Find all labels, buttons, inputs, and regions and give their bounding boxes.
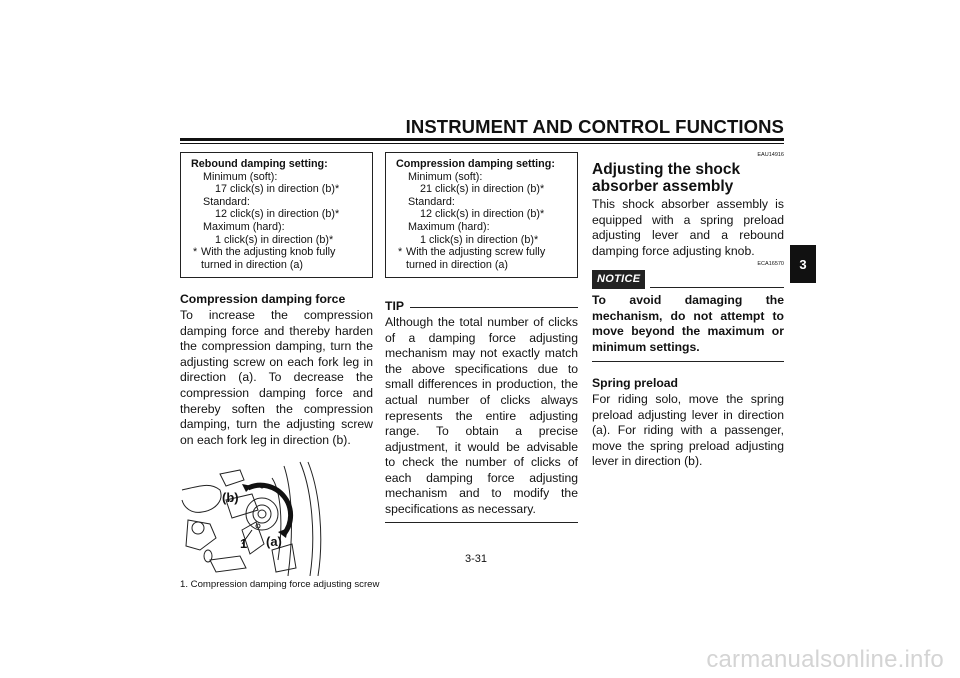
spec-max-value: 1 click(s) in direction (b)* — [420, 233, 539, 246]
footnote-text: With the adjusting screw fully turned in direction (a) — [406, 246, 546, 271]
spec-title: Rebound damping setting: — [191, 158, 328, 170]
tip-end-rule — [385, 522, 578, 523]
spec-max-label: Maximum (hard): — [408, 220, 490, 233]
spec-max-label: Maximum (hard): — [203, 220, 285, 233]
section-heading-spring-preload: Spring preload — [592, 376, 678, 391]
notice-header — [592, 270, 784, 289]
tip-header — [385, 299, 578, 315]
spec-min-label: Minimum (soft): — [203, 170, 278, 183]
compression-damping-spec-box — [385, 152, 578, 278]
page-header-title: INSTRUMENT AND CONTROL FUNCTIONS — [405, 116, 784, 137]
figure-label-b: (b) — [222, 490, 239, 506]
right-column — [592, 152, 784, 470]
figure-label-a: (a) — [266, 534, 282, 550]
rebound-damping-spec-box — [180, 152, 373, 278]
tip-label: TIP — [385, 299, 404, 314]
reference-code: ECA16570 — [757, 261, 784, 268]
page-number: 3-31 — [465, 553, 488, 565]
reference-code: EAU14916 — [757, 152, 784, 158]
body-text-intro: This shock absorber assembly is equipped with a spring preload adjusting lever and a rebound damping force adjusting knob. — [592, 197, 784, 258]
header-rule-thin — [180, 143, 784, 144]
spec-min-value: 21 click(s) in direction (b)* — [420, 183, 545, 196]
spec-min-value: 17 click(s) in direction (b)* — [215, 183, 340, 196]
figure-caption: 1. Compression damping force adjusting screw — [180, 579, 380, 591]
left-column — [180, 152, 380, 591]
fork-leg-illustration — [180, 460, 373, 576]
middle-column — [385, 152, 578, 523]
section-heading-compression: Compression damping force — [180, 292, 346, 307]
spec-title: Compression damping setting: — [396, 158, 555, 170]
body-text-spring-preload: For riding solo, move the spring preload adjusting lever in direction (a). For riding with a passenger, move the spring preload adjusting lever in direction (b). — [592, 391, 784, 469]
footnote-text: With the adjusting knob fully turned in direction (a) — [201, 246, 336, 271]
spec-min-label: Minimum (soft): — [408, 170, 483, 183]
spec-std-value: 12 click(s) in direction (b)* — [420, 208, 545, 221]
figure-label-1: 1 — [240, 536, 248, 552]
tip-body: Although the total number of clicks of a damping force adjusting mechanism may not exactly match the above specifications due to small differences in production, the actual number of clicks always represents the entire adjusting range. To obtain a precise adjustment, it would be advisable to check the number of clicks of each damping force adjusting mechanism and to modify the specifications as necessary. — [385, 314, 578, 517]
spec-std-label: Standard: — [408, 195, 455, 208]
fork-adjuster-drawing — [180, 460, 373, 576]
body-text-compression: To increase the compression damping force and thereby harden the compression damping, turn the adjusting screw on each fork leg in direction (a). To decrease the compression damping force and thereby soften the compression damping, turn the adjusting screw on each fork leg in direction (b). — [180, 307, 373, 447]
spec-std-value: 12 click(s) in direction (b)* — [215, 208, 340, 221]
notice-badge: NOTICE — [592, 270, 645, 289]
tip-rule — [410, 307, 578, 308]
notice-rule — [650, 287, 784, 288]
spec-footnote — [396, 246, 571, 271]
section-title-shock-absorber: Adjusting the shock absorber assembly — [592, 161, 741, 195]
notice-text: To avoid damaging the mechanism, do not attempt to move beyond the maximum or minimum settings. — [592, 292, 784, 354]
spec-footnote — [191, 246, 366, 271]
spec-std-label: Standard: — [203, 195, 250, 208]
notice-end-rule — [592, 361, 784, 362]
watermark: carmanualsonline.info — [706, 646, 944, 673]
spec-max-value: 1 click(s) in direction (b)* — [215, 233, 334, 246]
footnote-marker: * — [193, 246, 198, 259]
header-rule — [180, 138, 784, 141]
footnote-marker: * — [398, 246, 403, 259]
chapter-tab: 3 — [790, 245, 816, 283]
